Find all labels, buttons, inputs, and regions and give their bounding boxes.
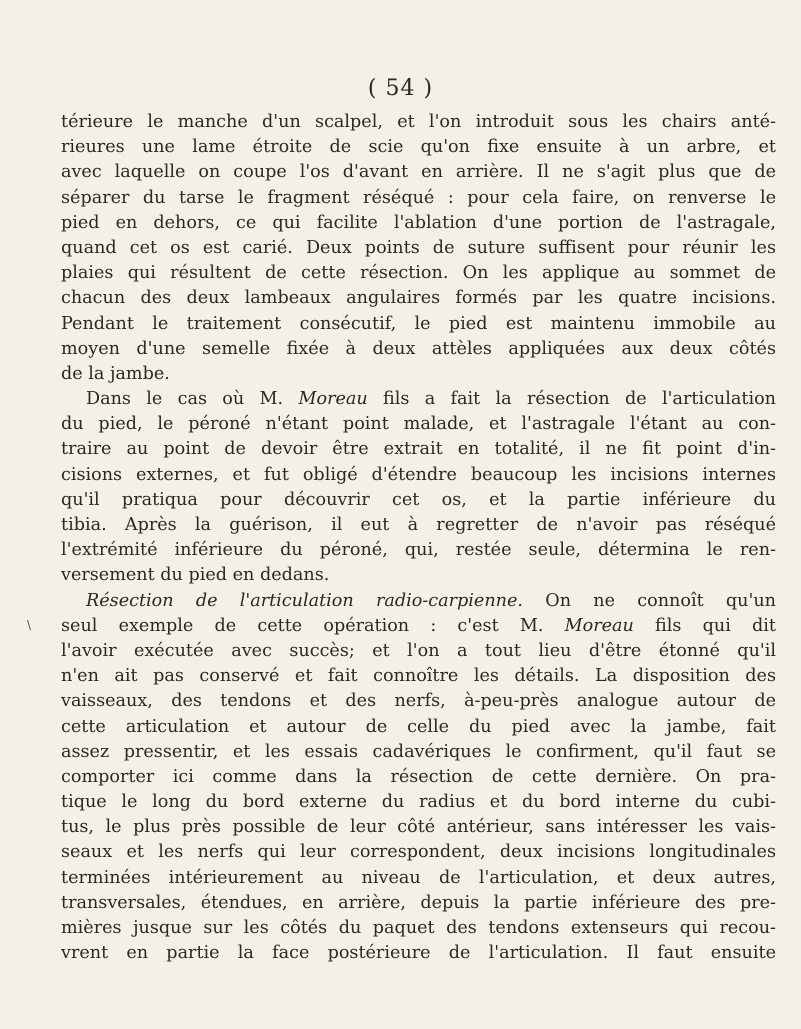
line-text: fils qui dit [633,615,776,636]
text-line: plaies qui résultent de cette résection. On les applique au sommet de [61,263,776,284]
text-line: comporter ici comme dans la résection de cette dernière. On pra- [61,766,776,787]
line-text: seul exemple de cette opération : c'est M. [61,615,565,636]
text-line: quand cet os est carié. Deux points de suture suffisent pour réunir les [61,237,776,258]
text-line [61,589,776,614]
text-line: térieure le manche d'un scalpel, et l'on introduit sous les chairs anté- [61,112,776,132]
margin-mark: \ [27,618,32,632]
text-line: mières jusque sur les côtés du paquet des tendons extenseurs qui recou- [61,918,776,938]
line-text: fils a fait la résection de l'articulation [367,389,776,410]
text-line: moyen d'une semelle fixée à deux attèles appliquées aux deux côtés [61,338,776,359]
text-line: rieures une lame étroite de scie qu'on fixe ensuite à un arbre, et [61,137,776,158]
text-line: transversales, étendues, en arrière, depuis la partie inférieure des pre- [61,892,776,913]
line-text: On ne connoît qu'un [523,590,776,611]
text-line: tibia. Après la guérison, il eut à regretter de n'avoir pas réséqué [61,515,776,535]
text-line: traire au point de devoir être extrait en totalité, il ne fit point d'in- [61,439,776,460]
text-line: seaux et les nerfs qui leur correspondent, deux incisions longitudinales [61,842,776,863]
text-line: de la jambe. [61,363,170,384]
page-number: ( 54 ) [367,76,434,101]
text-line: assez pressentir, et les essais cadavériques le confirment, qu'il faut se [61,741,776,762]
text-line: Pendant le traitement consécutif, le pied est maintenu immobile au [61,313,776,334]
text-line: qu'il pratiqua pour découvrir cet os, et la partie inférieure du [61,489,776,510]
italic-text: Moreau [298,389,368,410]
text-line: versement du pied en dedans. [61,565,330,586]
text-line: cisions externes, et fut obligé d'étendre beaucoup les incisions internes [61,464,776,485]
text-line: chacun des deux lambeaux angulaires formés par les quatre incisions. [61,288,776,309]
text-line: tique le long du bord externe du radius et du bord interne du cubi- [61,792,776,813]
text-line: n'en ait pas conservé et fait connoître les détails. La disposition des [61,666,776,687]
text-line: l'avoir exécutée avec succès; et l'on a tout lieu d'être étonné qu'il [61,640,776,661]
line-text: Dans le cas où M. [86,389,299,410]
text-line [61,387,776,412]
text-line: vaisseaux, des tendons et des nerfs, à-peu-près analogue autour de [61,691,776,712]
italic-text: Moreau [564,615,634,636]
body-text [61,110,776,966]
text-line: pied en dehors, ce qui facilite l'ablation d'une portion de l'astragale, [61,212,776,233]
text-line: cette articulation et autour de celle du pied avec la jambe, fait [61,716,776,737]
text-line [61,614,776,639]
text-line: terminées intérieurement au niveau de l'articulation, et deux autres, [61,867,776,888]
text-line: du pied, le péroné n'étant point malade, et l'astragale l'étant au con- [61,414,776,435]
text-line: avec laquelle on coupe l'os d'avant en arrière. Il ne s'agit plus que de [61,162,776,183]
text-line: l'extrémité inférieure du péroné, qui, restée seule, détermina le ren- [61,540,776,561]
text-line: tus, le plus près possible de leur côté antérieur, sans intéresser les vais- [61,817,776,838]
italic-text: Résection de l'articulation radio-carpienne. [86,590,524,611]
text-line: vrent en partie la face postérieure de l'articulation. Il faut ensuite [61,943,776,964]
text-line: séparer du tarse le fragment réséqué : pour cela faire, on renverse le [61,187,776,208]
